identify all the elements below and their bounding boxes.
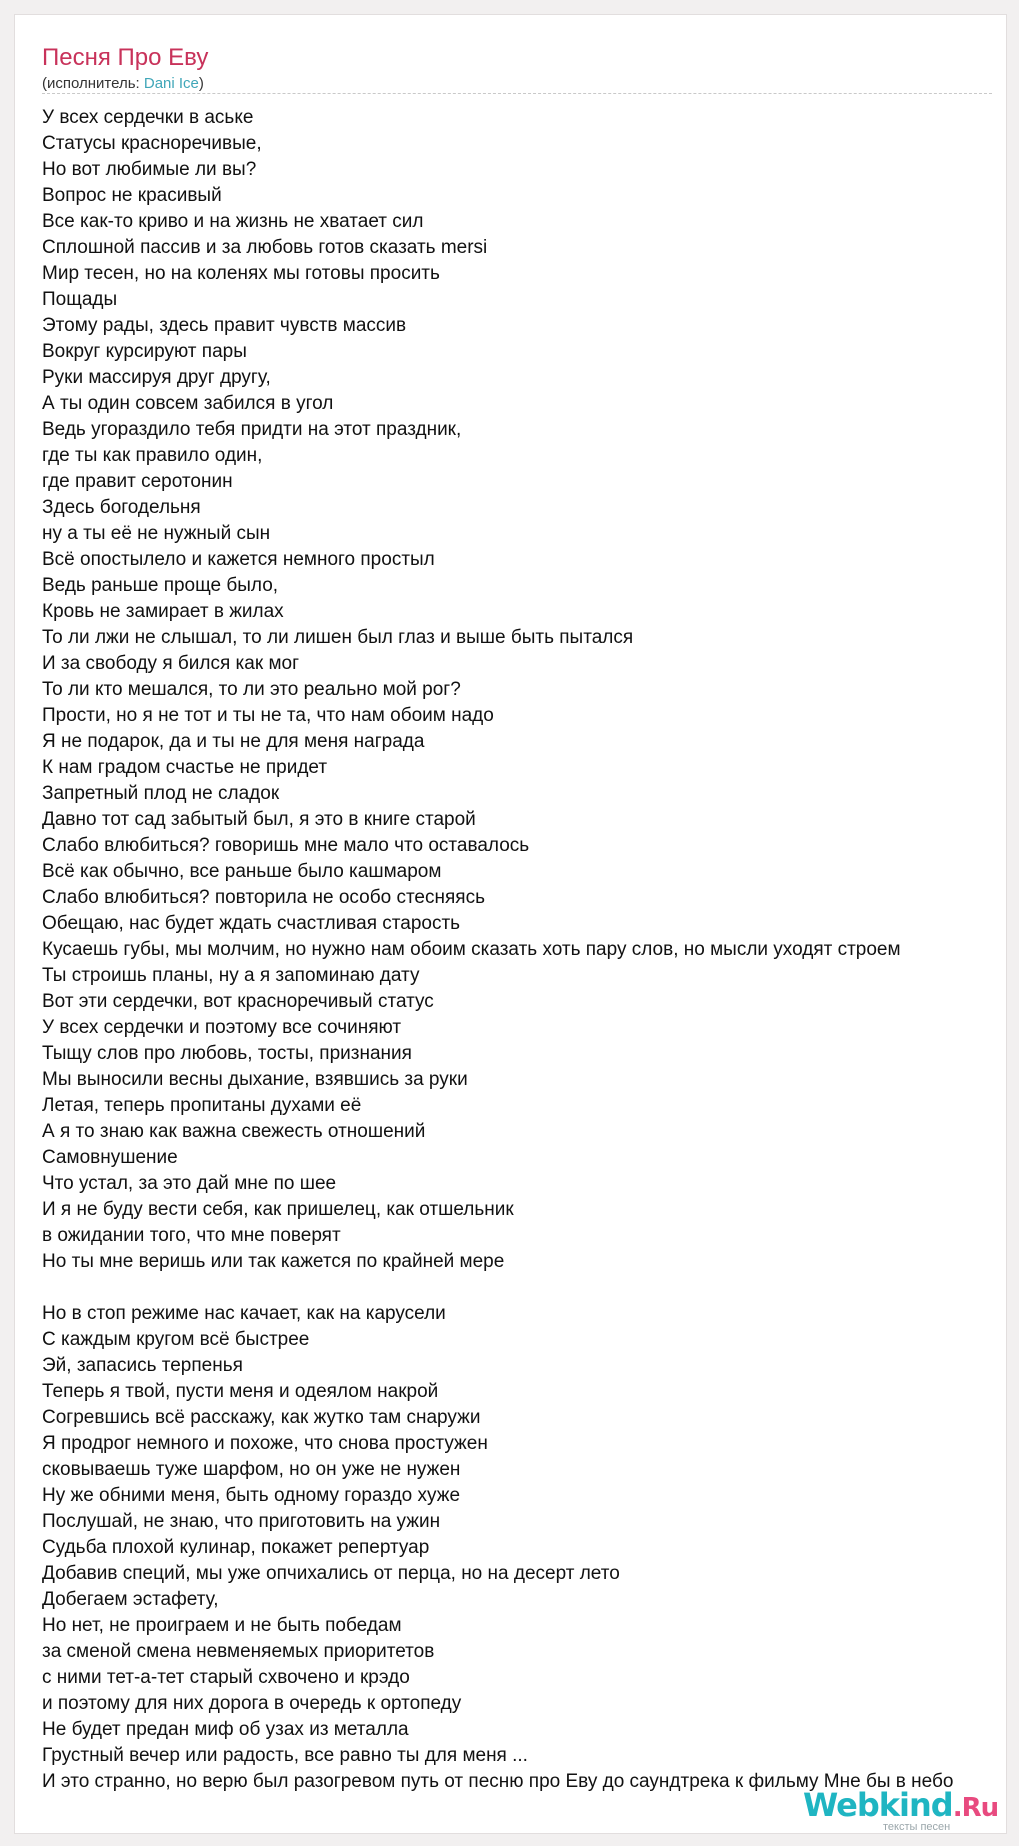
lyric-line: Ведь угораздило тебя придти на этот праздник, [42, 419, 462, 440]
lyric-line: То ли кто мешался, то ли это реально мой рог? [42, 679, 461, 700]
artist-link[interactable]: Dani Ice [143, 75, 199, 92]
lyric-line: Вот эти сердечки, вот красноречивый статус [42, 991, 434, 1012]
lyric-line: Прости, но я не тот и ты не та, что нам обоим надо [42, 705, 494, 726]
lyric-line: ну а ты её не нужный сын [42, 523, 271, 544]
lyric-line: Слабо влюбиться? говоришь мне мало что оставалось [42, 835, 530, 856]
lyric-line: Но нет, не проиграем и не быть победам [42, 1615, 402, 1636]
lyric-line: Но ты мне веришь или так кажется по крайней мере [42, 1251, 505, 1272]
lyric-line: Я продрог немного и похоже, что снова простужен [42, 1433, 488, 1454]
lyric-line: Добегаем эстафету, [42, 1589, 219, 1610]
lyric-line: Самовнушение [42, 1147, 178, 1168]
performer-prefix: (исполнитель: [42, 75, 144, 92]
lyric-line: с ними тет-а-тет старый схвочено и крэдо [42, 1667, 410, 1688]
lyric-line: Обещаю, нас будет ждать счастливая старость [42, 913, 461, 934]
performer-suffix: ) [198, 75, 204, 92]
logo-tld: .Ru [952, 1793, 999, 1823]
lyric-line: Что устал, за это дай мне по шее [42, 1173, 337, 1194]
lyric-line: Запретный плод не сладок [42, 783, 280, 804]
lyric-line: А я то знаю как важна свежесть отношений [42, 1121, 426, 1142]
lyric-line: Всё как обычно, все раньше было кашмаром [42, 861, 442, 882]
lyric-line: Я не подарок, да и ты не для меня награда [42, 731, 425, 752]
page-container [14, 14, 1007, 1834]
lyric-line: Мы выносили весны дыхание, взявшись за руки [42, 1069, 468, 1090]
lyric-line: Грустный вечер или радость, все равно ты для меня ... [42, 1745, 528, 1766]
lyric-line: Летая, теперь пропитаны духами её [42, 1095, 362, 1116]
lyric-line: Давно тот сад забытый был, я это в книге старой [42, 809, 476, 830]
title-divider [42, 93, 992, 94]
lyric-line: К нам градом счастье не придет [42, 757, 328, 778]
logo-tagline: тексты песен [883, 1821, 951, 1833]
lyric-line: Ведь раньше проще было, [42, 575, 279, 596]
lyric-line: Послушай, не знаю, что приготовить на ужин [42, 1511, 441, 1532]
lyric-line: где правит серотонин [42, 471, 233, 492]
lyrics-block [42, 105, 1004, 1795]
lyric-line: за сменой смена невменяемых приоритетов [42, 1641, 435, 1662]
lyric-line: Но в стоп режиме нас качает, как на карусели [42, 1303, 446, 1324]
lyric-line: Мир тесен, но на коленях мы готовы просить [42, 263, 440, 284]
lyric-line: Теперь я твой, пусти меня и одеялом накрой [42, 1381, 439, 1402]
lyric-line: Ну же обними меня, быть одному гораздо хуже [42, 1485, 461, 1506]
lyric-line: С каждым кругом всё быстрее [42, 1329, 310, 1350]
lyric-line: И это странно, но верю был разогревом путь от песню про Еву до саундтрека к фильму Мне бы в небо [42, 1771, 954, 1792]
lyric-line: Согревшись всё расскажу, как жутко там снаружи [42, 1407, 481, 1428]
lyric-line: У всех сердечки и поэтому все сочиняют [42, 1017, 402, 1038]
lyric-line: Эй, запасись терпенья [42, 1355, 243, 1376]
lyric-line: Сплошной пассив и за любовь готов сказать mersi [42, 237, 488, 258]
lyric-line [42, 1275, 1004, 1301]
lyric-line: Пощады [42, 289, 118, 310]
lyric-line: Добавив специй, мы уже опчихались от перца, но на десерт лето [42, 1563, 620, 1584]
lyric-line: А ты один совсем забился в угол [42, 393, 334, 414]
lyric-line: и поэтому для них дорога в очередь к ортопеду [42, 1693, 462, 1714]
lyric-line: Тыщу слов про любовь, тосты, признания [42, 1043, 412, 1064]
lyric-line: Судьба плохой кулинар, покажет репертуар [42, 1537, 430, 1558]
lyric-line: Этому рады, здесь правит чувств массив [42, 315, 407, 336]
lyric-line: Не будет предан миф об узах из металла [42, 1719, 409, 1740]
lyric-line: Ты строишь планы, ну а я запоминаю дату [42, 965, 420, 986]
lyric-line: в ожидании того, что мне поверят [42, 1225, 341, 1246]
lyric-line: У всех сердечки в аське [42, 107, 254, 128]
lyric-line: И за свободу я бился как мог [42, 653, 300, 674]
lyric-line: Руки массируя друг другу, [42, 367, 271, 388]
lyric-line: сковываешь туже шарфом, но он уже не нужен [42, 1459, 461, 1480]
lyric-line: Вопрос не красивый [42, 185, 222, 206]
logo-brand: Webkind [803, 1786, 953, 1824]
lyric-line: где ты как правило один, [42, 445, 263, 466]
lyric-line: Статусы красноречивые, [42, 133, 262, 154]
lyric-line: Все как-то криво и на жизнь не хватает сил [42, 211, 424, 232]
webkind-logo[interactable] [803, 1786, 999, 1824]
song-title: Песня Про Еву [42, 44, 209, 71]
lyric-line: Здесь богодельня [42, 497, 201, 518]
lyric-line: Слабо влюбиться? повторила не особо стесняясь [42, 887, 485, 908]
lyric-line: Кровь не замирает в жилах [42, 601, 284, 622]
lyric-line: Но вот любимые ли вы? [42, 159, 257, 180]
lyric-line: То ли лжи не слышал, то ли лишен был глаз и выше быть пытался [42, 627, 634, 648]
lyric-line: И я не буду вести себя, как пришелец, как отшельник [42, 1199, 514, 1220]
lyric-line: Вокруг курсируют пары [42, 341, 247, 362]
performer-line [42, 75, 204, 92]
lyric-line: Всё опостылело и кажется немного простыл [42, 549, 435, 570]
lyric-line: Кусаешь губы, мы молчим, но нужно нам обоим сказать хоть пару слов, но мысли уходят строем [42, 939, 901, 960]
